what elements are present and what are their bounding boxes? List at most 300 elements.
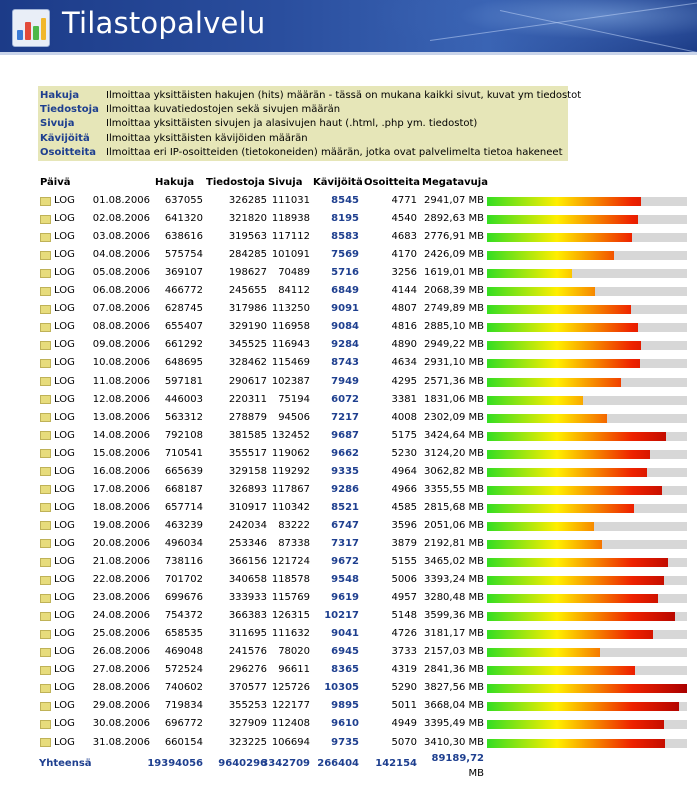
megabytes-cell: 3668,04 MB xyxy=(423,700,484,712)
megabytes-bar-fill xyxy=(487,215,638,224)
files-cell: 290617 xyxy=(228,375,267,387)
pages-cell: 113250 xyxy=(271,303,310,315)
folder-icon xyxy=(40,251,51,260)
date-cell: 20.08.2006 xyxy=(92,537,150,549)
folder-icon xyxy=(40,594,51,603)
visitors-cell: 6747 xyxy=(331,519,359,531)
files-cell: 311695 xyxy=(228,628,267,640)
visitors-cell: 9091 xyxy=(331,303,359,315)
folder-icon xyxy=(40,576,51,585)
pages-cell: 117112 xyxy=(271,231,310,243)
legend-description: Ilmoittaa eri IP-osoitteiden (tietokoneiden) määrän, jotka ovat palvelimelta tietoa hakeneet xyxy=(106,146,563,158)
hits-cell: 648695 xyxy=(164,357,203,369)
hits-cell: 641320 xyxy=(164,213,203,225)
pages-cell: 122177 xyxy=(271,700,310,712)
megabytes-bar-track xyxy=(487,558,687,567)
megabytes-bar-track xyxy=(487,522,687,531)
pages-cell: 111031 xyxy=(271,195,310,206)
files-cell: 310917 xyxy=(228,501,267,513)
pages-cell: 78020 xyxy=(278,646,310,658)
date-cell: 26.08.2006 xyxy=(92,646,150,658)
pages-cell: 112408 xyxy=(271,718,310,730)
hits-cell: 628745 xyxy=(164,303,203,315)
legend-term: Hakuja xyxy=(40,90,80,101)
log-label: LOG xyxy=(54,465,75,477)
files-cell: 278879 xyxy=(228,411,267,423)
date-cell: 04.08.2006 xyxy=(92,249,150,261)
megabytes-bar-track xyxy=(487,233,687,242)
log-label: LOG xyxy=(54,357,75,369)
folder-icon xyxy=(40,558,51,567)
pages-cell: 121724 xyxy=(271,556,310,567)
totals-megabytes: 89189,72 xyxy=(431,753,484,764)
folder-icon xyxy=(40,467,51,476)
megabytes-cell: 2571,36 MB xyxy=(423,375,484,387)
megabytes-bar-track xyxy=(487,251,687,260)
log-link[interactable] xyxy=(40,661,75,679)
pages-cell: 115469 xyxy=(271,357,310,369)
date-cell: 19.08.2006 xyxy=(92,519,150,531)
visitors-cell: 8743 xyxy=(331,357,359,369)
files-cell: 329158 xyxy=(228,465,267,477)
pages-cell: 125726 xyxy=(271,682,310,694)
addresses-cell: 5175 xyxy=(391,429,417,441)
folder-icon xyxy=(40,684,51,693)
addresses-cell: 3596 xyxy=(391,519,417,531)
visitors-cell: 9662 xyxy=(331,447,359,459)
totals-hits: 19394056 xyxy=(147,758,203,769)
addresses-cell: 4966 xyxy=(391,483,417,495)
date-cell: 07.08.2006 xyxy=(92,303,150,315)
files-cell: 355517 xyxy=(228,447,267,459)
pages-cell: 117867 xyxy=(271,483,310,495)
megabytes-bar-fill xyxy=(487,684,687,693)
log-label: LOG xyxy=(54,610,75,622)
date-cell: 17.08.2006 xyxy=(92,483,150,495)
megabytes-bar-track xyxy=(487,684,687,693)
megabytes-bar-track xyxy=(487,359,687,368)
visitors-cell: 9041 xyxy=(331,628,359,640)
files-cell: 321820 xyxy=(228,213,267,225)
folder-icon xyxy=(40,666,51,675)
folder-icon xyxy=(40,720,51,729)
visitors-cell: 7217 xyxy=(331,411,359,423)
log-link[interactable] xyxy=(40,715,75,733)
files-cell: 245655 xyxy=(228,285,267,297)
log-link[interactable] xyxy=(40,481,75,499)
visitors-cell: 6849 xyxy=(331,285,359,297)
log-link[interactable] xyxy=(40,589,75,607)
hits-cell: 657714 xyxy=(164,501,203,513)
log-label: LOG xyxy=(54,537,75,549)
addresses-cell: 4771 xyxy=(391,195,417,206)
visitors-cell: 9895 xyxy=(331,700,359,712)
addresses-cell: 4540 xyxy=(391,213,417,225)
megabytes-cell: 2892,63 MB xyxy=(423,213,484,225)
log-link[interactable] xyxy=(40,264,75,282)
megabytes-bar-track xyxy=(487,396,687,405)
megabytes-bar-fill xyxy=(487,341,641,350)
files-cell: 326893 xyxy=(228,483,267,495)
megabytes-bar-track xyxy=(487,323,687,332)
addresses-cell: 4807 xyxy=(391,303,417,315)
addresses-cell: 5230 xyxy=(391,447,417,459)
megabytes-bar-track xyxy=(487,432,687,441)
log-link[interactable] xyxy=(40,318,75,336)
megabytes-bar-track xyxy=(487,197,687,206)
log-link[interactable] xyxy=(40,354,75,372)
visitors-cell: 8583 xyxy=(331,231,359,243)
hits-cell: 572524 xyxy=(164,664,203,676)
log-link[interactable] xyxy=(40,391,75,409)
addresses-cell: 3381 xyxy=(391,393,417,405)
date-cell: 03.08.2006 xyxy=(92,231,150,243)
megabytes-cell: 3181,17 MB xyxy=(423,628,484,640)
hits-cell: 597181 xyxy=(164,375,203,387)
col-header-date: Päivä xyxy=(40,177,71,188)
pages-cell: 118578 xyxy=(271,574,310,586)
megabytes-cell: 2068,39 MB xyxy=(423,285,484,297)
hits-cell: 738116 xyxy=(164,556,203,567)
totals-visitors: 266404 xyxy=(317,758,359,769)
pages-cell: 119062 xyxy=(271,447,310,459)
files-cell: 253346 xyxy=(228,537,267,549)
visitors-cell: 9735 xyxy=(331,736,359,748)
date-cell: 13.08.2006 xyxy=(92,411,150,423)
folder-icon xyxy=(40,630,51,639)
folder-icon xyxy=(40,305,51,314)
log-label: LOG xyxy=(54,447,75,459)
date-cell: 16.08.2006 xyxy=(92,465,150,477)
visitors-cell: 8195 xyxy=(331,213,359,225)
files-cell: 241576 xyxy=(228,646,267,658)
pages-cell: 83222 xyxy=(278,519,310,531)
megabytes-bar-fill xyxy=(487,197,641,206)
megabytes-bar-fill xyxy=(487,468,647,477)
log-link[interactable] xyxy=(40,517,75,535)
log-link[interactable] xyxy=(40,463,75,481)
files-cell: 370577 xyxy=(228,682,267,694)
log-link[interactable] xyxy=(40,300,75,318)
hits-cell: 369107 xyxy=(164,267,203,279)
megabytes-bar-fill xyxy=(487,486,662,495)
addresses-cell: 5290 xyxy=(391,682,417,694)
megabytes-cell: 3410,30 MB xyxy=(423,736,484,748)
addresses-cell: 4816 xyxy=(391,321,417,333)
visitors-cell: 9672 xyxy=(331,556,359,567)
hits-cell: 496034 xyxy=(164,537,203,549)
megabytes-cell: 2749,89 MB xyxy=(423,303,484,315)
log-label: LOG xyxy=(54,664,75,676)
megabytes-bar-track xyxy=(487,630,687,639)
pages-cell: 116943 xyxy=(271,339,310,351)
pages-cell: 96611 xyxy=(278,664,310,676)
folder-icon xyxy=(40,648,51,657)
pages-cell: 110342 xyxy=(271,501,310,513)
pages-cell: 132452 xyxy=(271,429,310,441)
addresses-cell: 5155 xyxy=(391,556,417,567)
megabytes-cell: 2192,81 MB xyxy=(423,537,484,549)
hits-cell: 792108 xyxy=(164,429,203,441)
megabytes-cell: 2776,91 MB xyxy=(423,231,484,243)
folder-icon xyxy=(40,233,51,242)
totals-files: 9640296 xyxy=(218,758,267,769)
megabytes-bar-fill xyxy=(487,720,664,729)
megabytes-bar-fill xyxy=(487,323,638,332)
log-label: LOG xyxy=(54,411,75,423)
log-link[interactable] xyxy=(40,734,75,752)
log-link[interactable] xyxy=(40,409,75,427)
megabytes-cell: 3280,48 MB xyxy=(423,592,484,604)
log-label: LOG xyxy=(54,339,75,351)
visitors-cell: 10305 xyxy=(324,682,359,694)
log-link[interactable] xyxy=(40,192,75,210)
files-cell: 381585 xyxy=(228,429,267,441)
folder-icon xyxy=(40,341,51,350)
log-link[interactable] xyxy=(40,246,75,264)
folder-icon xyxy=(40,215,51,224)
log-link[interactable] xyxy=(40,697,75,715)
folder-icon xyxy=(40,269,51,278)
megabytes-bar-fill xyxy=(487,378,621,387)
log-link[interactable] xyxy=(40,571,75,589)
megabytes-bar-track xyxy=(487,305,687,314)
hits-cell: 563312 xyxy=(164,411,203,423)
megabytes-cell: 2157,03 MB xyxy=(423,646,484,658)
date-cell: 11.08.2006 xyxy=(92,375,150,387)
megabytes-cell: 2941,07 MB xyxy=(423,195,484,206)
log-link[interactable] xyxy=(40,427,75,445)
pages-cell: 101091 xyxy=(271,249,310,261)
log-link[interactable] xyxy=(40,679,75,697)
log-link[interactable] xyxy=(40,282,75,300)
files-cell: 317986 xyxy=(228,303,267,315)
megabytes-cell: 2841,36 MB xyxy=(423,664,484,676)
files-cell: 284285 xyxy=(228,249,267,261)
log-label: LOG xyxy=(54,592,75,604)
megabytes-bar-track xyxy=(487,341,687,350)
megabytes-bar-fill xyxy=(487,414,607,423)
totals-pages: 3342709 xyxy=(261,758,310,769)
date-cell: 30.08.2006 xyxy=(92,718,150,730)
visitors-cell: 7569 xyxy=(331,249,359,261)
hits-cell: 469048 xyxy=(164,646,203,658)
files-cell: 366156 xyxy=(228,556,267,567)
hits-cell: 754372 xyxy=(164,610,203,622)
folder-icon xyxy=(40,197,51,206)
megabytes-bar-fill xyxy=(487,450,650,459)
visitors-cell: 8521 xyxy=(331,501,359,513)
log-link[interactable] xyxy=(40,210,75,228)
megabytes-cell: 3355,55 MB xyxy=(423,483,484,495)
log-link[interactable] xyxy=(40,643,75,661)
megabytes-bar-track xyxy=(487,215,687,224)
date-cell: 01.08.2006 xyxy=(92,195,150,206)
megabytes-bar-fill xyxy=(487,666,635,675)
hits-cell: 466772 xyxy=(164,285,203,297)
megabytes-cell: 3124,20 MB xyxy=(423,447,484,459)
date-cell: 24.08.2006 xyxy=(92,610,150,622)
addresses-cell: 4964 xyxy=(391,465,417,477)
files-cell: 345525 xyxy=(228,339,267,351)
date-cell: 31.08.2006 xyxy=(92,736,150,748)
folder-icon xyxy=(40,431,51,440)
log-link[interactable] xyxy=(40,228,75,246)
megabytes-cell: 3424,64 MB xyxy=(423,429,484,441)
megabytes-bar-track xyxy=(487,720,687,729)
col-header-visitors: Kävijöitä xyxy=(313,177,363,188)
megabytes-bar-track xyxy=(487,612,687,621)
hits-cell: 665639 xyxy=(164,465,203,477)
pages-cell: 75194 xyxy=(278,393,310,405)
legend-term: Tiedostoja xyxy=(40,104,99,116)
pages-cell: 84112 xyxy=(278,285,310,297)
legend-box xyxy=(38,86,582,161)
log-label: LOG xyxy=(54,556,75,567)
megabytes-bar-track xyxy=(487,739,687,748)
visitors-cell: 7949 xyxy=(331,375,359,387)
visitors-cell: 5716 xyxy=(331,267,359,279)
log-link[interactable] xyxy=(40,535,75,553)
megabytes-bar-fill xyxy=(487,359,640,368)
megabytes-bar-track xyxy=(487,594,687,603)
pages-cell: 115769 xyxy=(271,592,310,604)
megabytes-bar-fill xyxy=(487,576,664,585)
folder-icon xyxy=(40,449,51,458)
megabytes-bar-fill xyxy=(487,305,631,314)
log-link[interactable] xyxy=(40,445,75,463)
legend-description: Ilmoittaa yksittäisten hakujen (hits) määrän - tässä on mukana kaikki sivut, kuvat ym tiedostot xyxy=(106,90,582,101)
col-header-addresses: Osoitteita xyxy=(364,177,421,188)
addresses-cell: 4634 xyxy=(391,357,417,369)
log-label: LOG xyxy=(54,646,75,658)
date-cell: 25.08.2006 xyxy=(92,628,150,640)
megabytes-cell: 3465,02 MB xyxy=(423,556,484,567)
hits-cell: 638616 xyxy=(164,231,203,243)
megabytes-bar-fill xyxy=(487,648,600,657)
megabytes-bar-track xyxy=(487,287,687,296)
totals-megabytes-unit: MB xyxy=(468,768,484,779)
megabytes-bar-fill xyxy=(487,630,653,639)
log-label: LOG xyxy=(54,519,75,531)
log-link[interactable] xyxy=(40,553,75,571)
megabytes-cell: 1619,01 MB xyxy=(423,267,484,279)
date-cell: 23.08.2006 xyxy=(92,592,150,604)
megabytes-cell: 2426,09 MB xyxy=(423,249,484,261)
megabytes-bar-fill xyxy=(487,251,614,260)
log-label: LOG xyxy=(54,303,75,315)
megabytes-bar-track xyxy=(487,702,687,711)
addresses-cell: 5070 xyxy=(391,736,417,748)
visitors-cell: 9687 xyxy=(331,429,359,441)
pages-cell: 126315 xyxy=(271,610,310,622)
log-label: LOG xyxy=(54,501,75,513)
megabytes-cell: 3827,56 MB xyxy=(423,682,484,694)
col-header-hits: Hakuja xyxy=(155,177,195,188)
megabytes-bar-fill xyxy=(487,594,658,603)
legend-description: Ilmoittaa yksittäisten sivujen ja alasivujen haut (.html, .php ym. tiedostot) xyxy=(106,118,478,130)
log-link[interactable] xyxy=(40,499,75,517)
megabytes-bar-track xyxy=(487,576,687,585)
date-cell: 02.08.2006 xyxy=(92,213,150,225)
visitors-cell: 9084 xyxy=(331,321,359,333)
hits-cell: 655407 xyxy=(164,321,203,333)
visitors-cell: 9548 xyxy=(331,574,359,586)
megabytes-cell: 3393,24 MB xyxy=(423,574,484,586)
megabytes-bar-fill xyxy=(487,558,668,567)
files-cell: 319563 xyxy=(228,231,267,243)
log-label: LOG xyxy=(54,700,75,712)
folder-icon xyxy=(40,503,51,512)
files-cell: 327909 xyxy=(228,718,267,730)
folder-icon xyxy=(40,612,51,621)
folder-icon xyxy=(40,359,51,368)
hits-cell: 696772 xyxy=(164,718,203,730)
addresses-cell: 4144 xyxy=(391,285,417,297)
files-cell: 323225 xyxy=(228,736,267,748)
hits-cell: 699676 xyxy=(164,592,203,604)
folder-icon xyxy=(40,323,51,332)
app-header xyxy=(0,0,697,52)
log-label: LOG xyxy=(54,736,75,748)
date-cell: 28.08.2006 xyxy=(92,682,150,694)
header-glow xyxy=(377,0,697,52)
files-cell: 198627 xyxy=(228,267,267,279)
pages-cell: 119292 xyxy=(271,465,310,477)
date-cell: 27.08.2006 xyxy=(92,664,150,676)
files-cell: 366383 xyxy=(228,610,267,622)
log-label: LOG xyxy=(54,393,75,405)
megabytes-bar-track xyxy=(487,486,687,495)
folder-icon xyxy=(40,702,51,711)
totals-label: Yhteensä xyxy=(39,758,92,769)
hits-cell: 637055 xyxy=(164,195,203,206)
pages-cell: 94506 xyxy=(278,411,310,423)
megabytes-bar-track xyxy=(487,540,687,549)
date-cell: 08.08.2006 xyxy=(92,321,150,333)
log-link[interactable] xyxy=(40,373,75,391)
date-cell: 18.08.2006 xyxy=(92,501,150,513)
megabytes-cell: 3062,82 MB xyxy=(423,465,484,477)
megabytes-cell: 3395,49 MB xyxy=(423,718,484,730)
app-title: Tilastopalvelu xyxy=(62,6,266,40)
megabytes-bar-track xyxy=(487,450,687,459)
megabytes-bar-track xyxy=(487,269,687,278)
pages-cell: 111632 xyxy=(271,628,310,640)
visitors-cell: 9335 xyxy=(331,465,359,477)
megabytes-bar-track xyxy=(487,468,687,477)
pages-cell: 118938 xyxy=(271,213,310,225)
date-cell: 09.08.2006 xyxy=(92,339,150,351)
log-link[interactable] xyxy=(40,336,75,354)
date-cell: 29.08.2006 xyxy=(92,700,150,712)
addresses-cell: 4890 xyxy=(391,339,417,351)
hits-cell: 575754 xyxy=(164,249,203,261)
folder-icon xyxy=(40,521,51,530)
legend-term: Kävijöitä xyxy=(40,132,90,144)
megabytes-bar-fill xyxy=(487,540,602,549)
megabytes-cell: 2885,10 MB xyxy=(423,321,484,333)
hits-cell: 661292 xyxy=(164,339,203,351)
log-label: LOG xyxy=(54,321,75,333)
megabytes-cell: 2302,09 MB xyxy=(423,411,484,423)
addresses-cell: 4295 xyxy=(391,375,417,387)
files-cell: 340658 xyxy=(228,574,267,586)
megabytes-bar-fill xyxy=(487,739,665,748)
log-link[interactable] xyxy=(40,607,75,625)
folder-icon xyxy=(40,539,51,548)
log-link[interactable] xyxy=(40,625,75,643)
